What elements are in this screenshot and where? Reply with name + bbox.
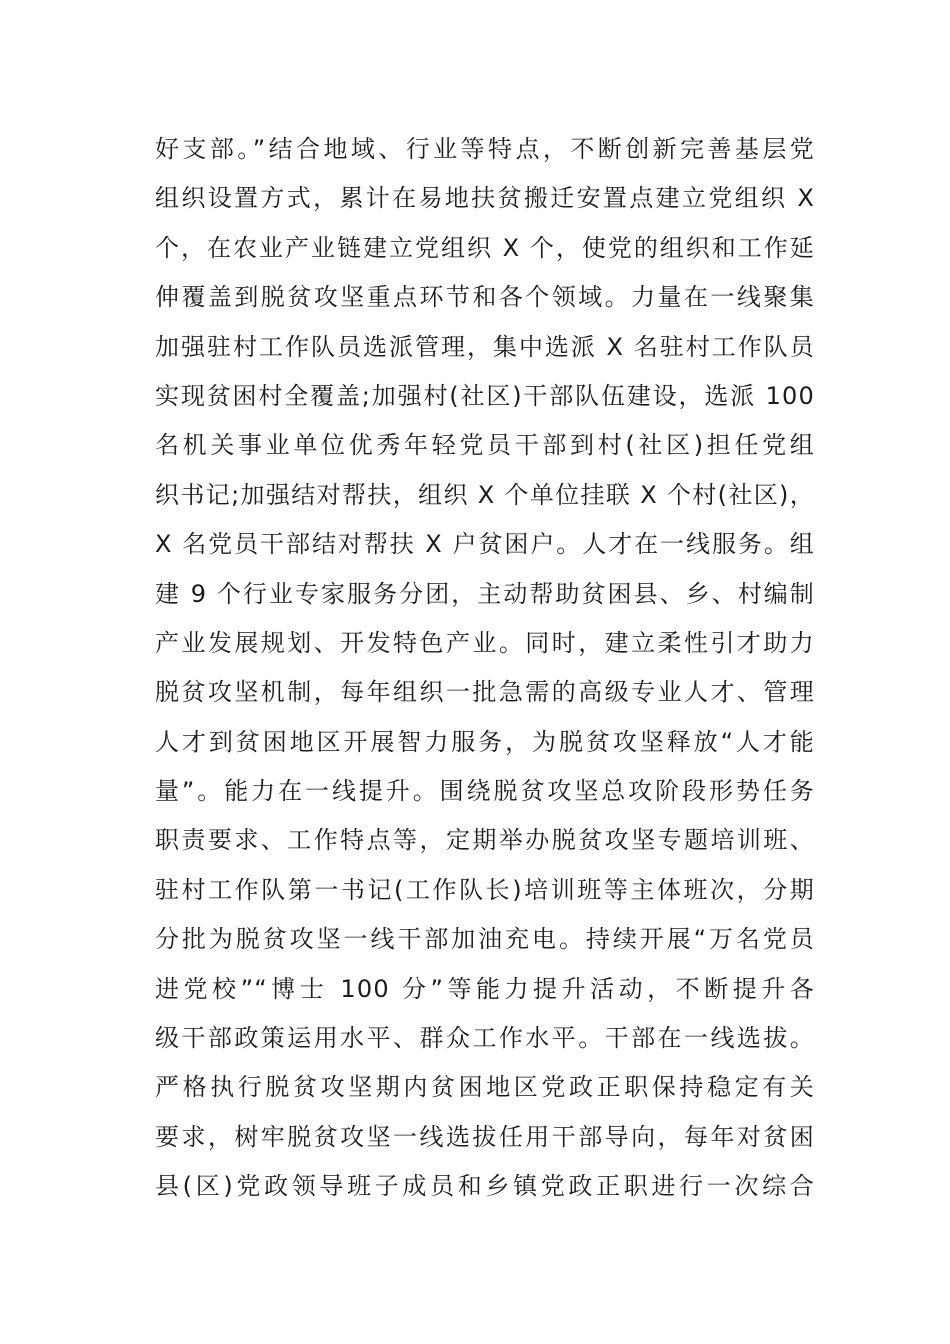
text-line: 驻村工作队第一书记(工作队长)培训班等主体班次，分期 [155, 875, 815, 904]
text-line: 好支部。”结合地域、行业等特点，不断创新完善基层党 [155, 135, 815, 163]
text-line: 伸覆盖到脱贫攻坚重点环节和各个领域。力量在一线聚集 [155, 283, 815, 312]
text-line: 加强驻村工作队员选派管理，集中选派 X 名驻村工作队员 [155, 332, 815, 361]
text-line: 组织设置方式，累计在易地扶贫搬迁安置点建立党组织 X [155, 184, 815, 213]
text-line: 建 9 个行业专家服务分团，主动帮助贫困县、乡、村编制 [155, 579, 815, 608]
text-line: 要求，树牢脱贫攻坚一线选拔任用干部导向，每年对贫困 [155, 1122, 815, 1151]
body-text [155, 125, 815, 1212]
text-line: 县(区)党政领导班子成员和乡镇党政正职进行一次综合 [155, 1172, 815, 1201]
text-line: X 名党员干部结对帮扶 X 户贫困户。人才在一线服务。组 [155, 530, 815, 559]
text-line: 个，在农业产业链建立党组织 X 个，使党的组织和工作延 [155, 233, 815, 262]
text-line: 产业发展规划、开发特色产业。同时，建立柔性引才助力 [155, 628, 815, 657]
text-line: 实现贫困村全覆盖;加强村(社区)干部队伍建设，选派 100 [155, 381, 815, 410]
text-line: 名机关事业单位优秀年轻党员干部到村(社区)担任党组 [155, 431, 815, 460]
text-line: 进党校”“博士 100 分”等能力提升活动，不断提升各 [155, 974, 816, 1003]
text-line: 人才到贫困地区开展智力服务，为脱贫攻坚释放“人才能 [155, 727, 815, 756]
text-line: 量”。能力在一线提升。围绕脱贫攻坚总攻阶段形势任务 [155, 777, 815, 806]
text-line: 级干部政策运用水平、群众工作水平。干部在一线选拔。 [155, 1024, 815, 1053]
text-line: 分批为脱贫攻坚一线干部加油充电。持续开展“万名党员 [155, 925, 815, 954]
text-line: 职责要求、工作特点等，定期举办脱贫攻坚专题培训班、 [155, 826, 815, 855]
text-line: 严格执行脱贫攻坚期内贫困地区党政正职保持稳定有关 [155, 1073, 815, 1102]
text-line: 织书记;加强结对帮扶，组织 X 个单位挂联 X 个村(社区)， [155, 480, 815, 509]
text-line: 脱贫攻坚机制，每年组织一批急需的高级专业人才、管理 [155, 678, 815, 707]
